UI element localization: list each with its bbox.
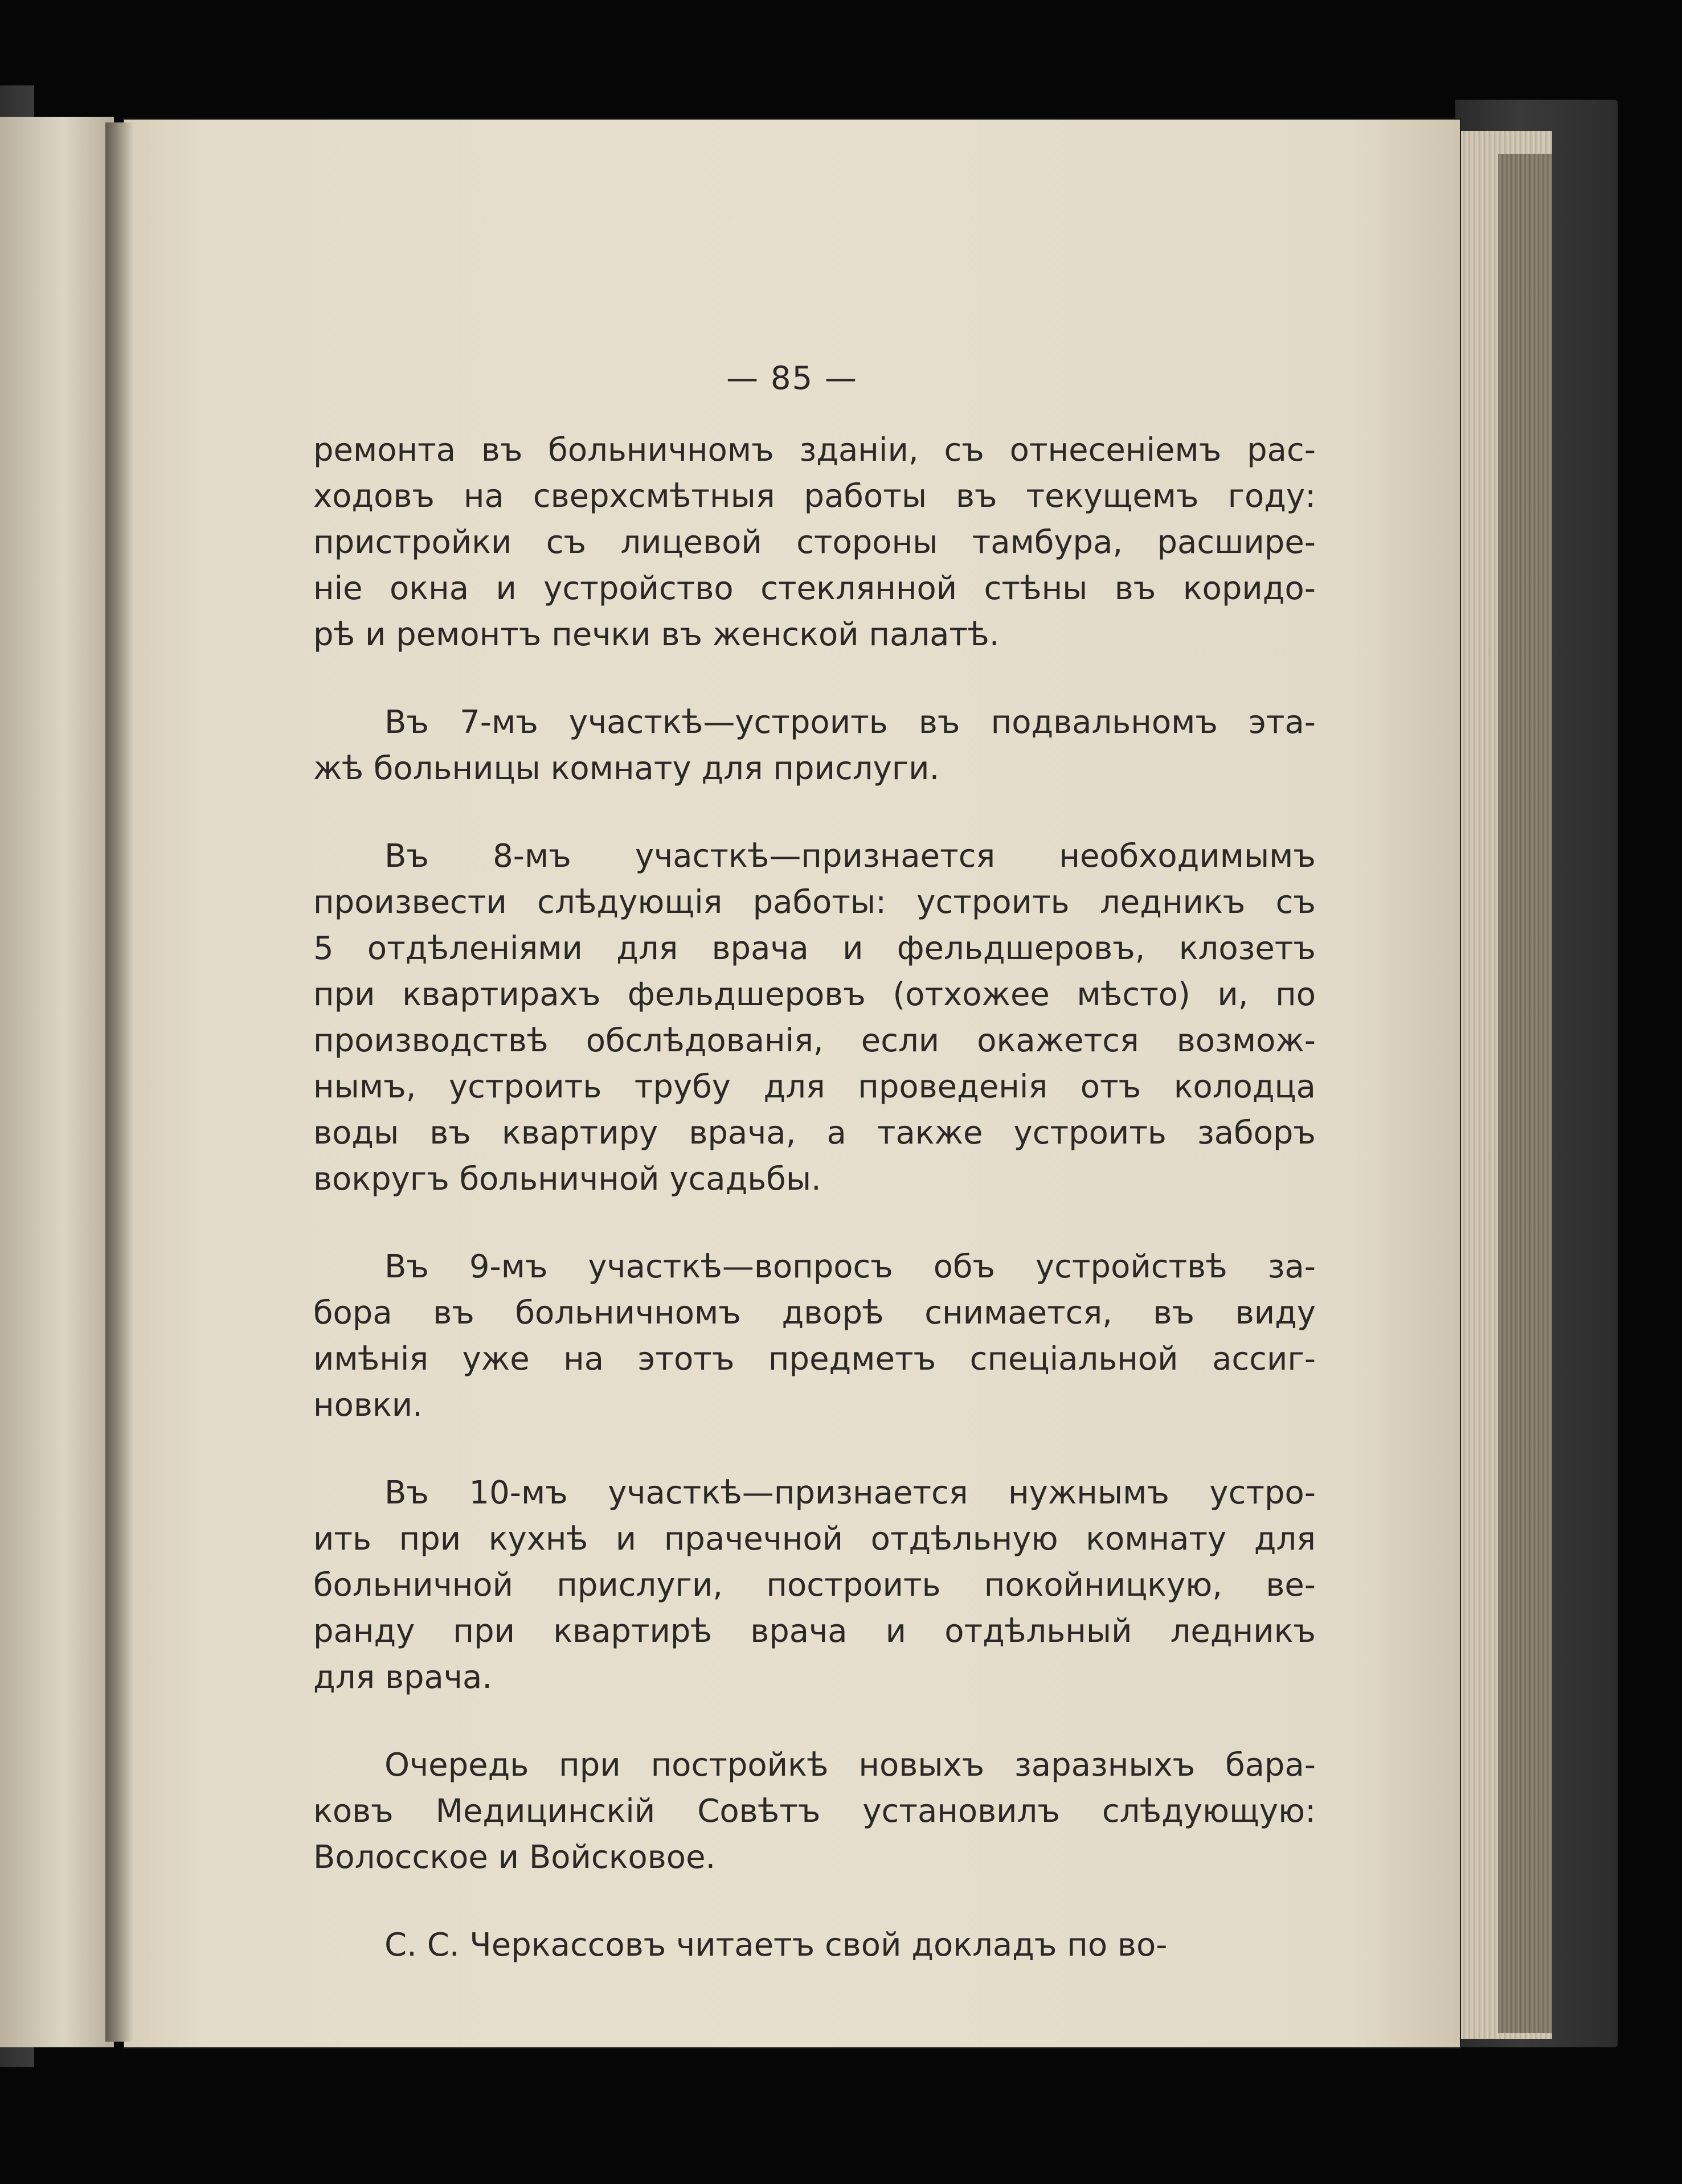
text-line: жѣ больницы комнату для прислуги. [313,750,940,787]
text-line: рѣ и ремонтъ печки въ женской палатѣ. [313,616,1000,653]
text-line: воды въ квартиру врача, а также устроить заборъ [313,1114,1316,1152]
text-line: вокругъ больничной усадьбы. [313,1161,821,1198]
text-line: ходовъ на сверхсмѣтныя работы въ текущемъ году: [313,478,1316,515]
text-line: ніе окна и устройство стеклянной стѣны въ коридо- [313,570,1316,607]
text-line: производствѣ обслѣдованія, если окажется возмож- [313,1022,1316,1059]
paragraph [313,833,1316,1202]
text-line: 5 отдѣленіями для врача и фельдшеровъ, клозетъ [313,930,1316,967]
paragraph [313,1742,1316,1880]
page-body [313,427,1316,1968]
text-line: Въ 9-мъ участкѣ—вопросъ объ устройствѣ за- [384,1248,1316,1285]
text-line: Въ 7-мъ участкѣ—устроить въ подвальномъ эта- [384,704,1316,741]
text-line: бора въ больничномъ дворѣ снимается, въ виду [313,1294,1316,1331]
paragraph [313,427,1316,658]
text-line: Въ 10-мъ участкѣ—признается нужнымъ устро- [384,1474,1316,1511]
text-line: произвести слѣдующія работы: устроить ледникъ съ [313,884,1316,921]
text-line: имѣнія уже на этотъ предметъ спеціальной ассиг- [313,1341,1316,1378]
text-line: ковъ Медицинскій Совѣтъ установилъ слѣдующую: [313,1793,1316,1830]
page-number: — 85 — [726,360,858,397]
text-line: при квартирахъ фельдшеровъ (отхожее мѣсто) и, по [313,976,1316,1013]
text-line: ранду при квартирѣ врача и отдѣльный ледникъ [313,1613,1316,1650]
text-line: ить при кухнѣ и прачечной отдѣльную комнату для [313,1521,1316,1558]
text-line: Очередь при постройкѣ новыхъ заразныхъ бара- [384,1747,1316,1784]
text-line: новки. [313,1387,423,1424]
text-line: ремонта въ больничномъ зданіи, съ отнесеніемъ рас- [313,432,1316,469]
text-line: пристройки съ лицевой стороны тамбура, расшире- [313,524,1316,561]
paragraph [313,1922,1316,1968]
text-line: Волосское и Войсковое. [313,1839,716,1876]
text-line: С. С. Черкассовъ читаетъ свой докладъ по во- [384,1927,1168,1964]
text-line: нымъ, устроить трубу для проведенія отъ колодца [313,1068,1316,1105]
paragraph [313,699,1316,792]
left-page-edge [0,117,114,2047]
book-gutter [105,122,134,2042]
page-stack-shadow [1498,154,1552,2033]
book-page [124,120,1460,2047]
paragraph [313,1470,1316,1701]
paragraph [313,1244,1316,1428]
text-line: для врача. [313,1659,493,1696]
text-line: Въ 8-мъ участкѣ—признается необходимымъ [384,838,1316,875]
text-line: больничной прислуги, построить покойницкую, ве- [313,1567,1316,1604]
